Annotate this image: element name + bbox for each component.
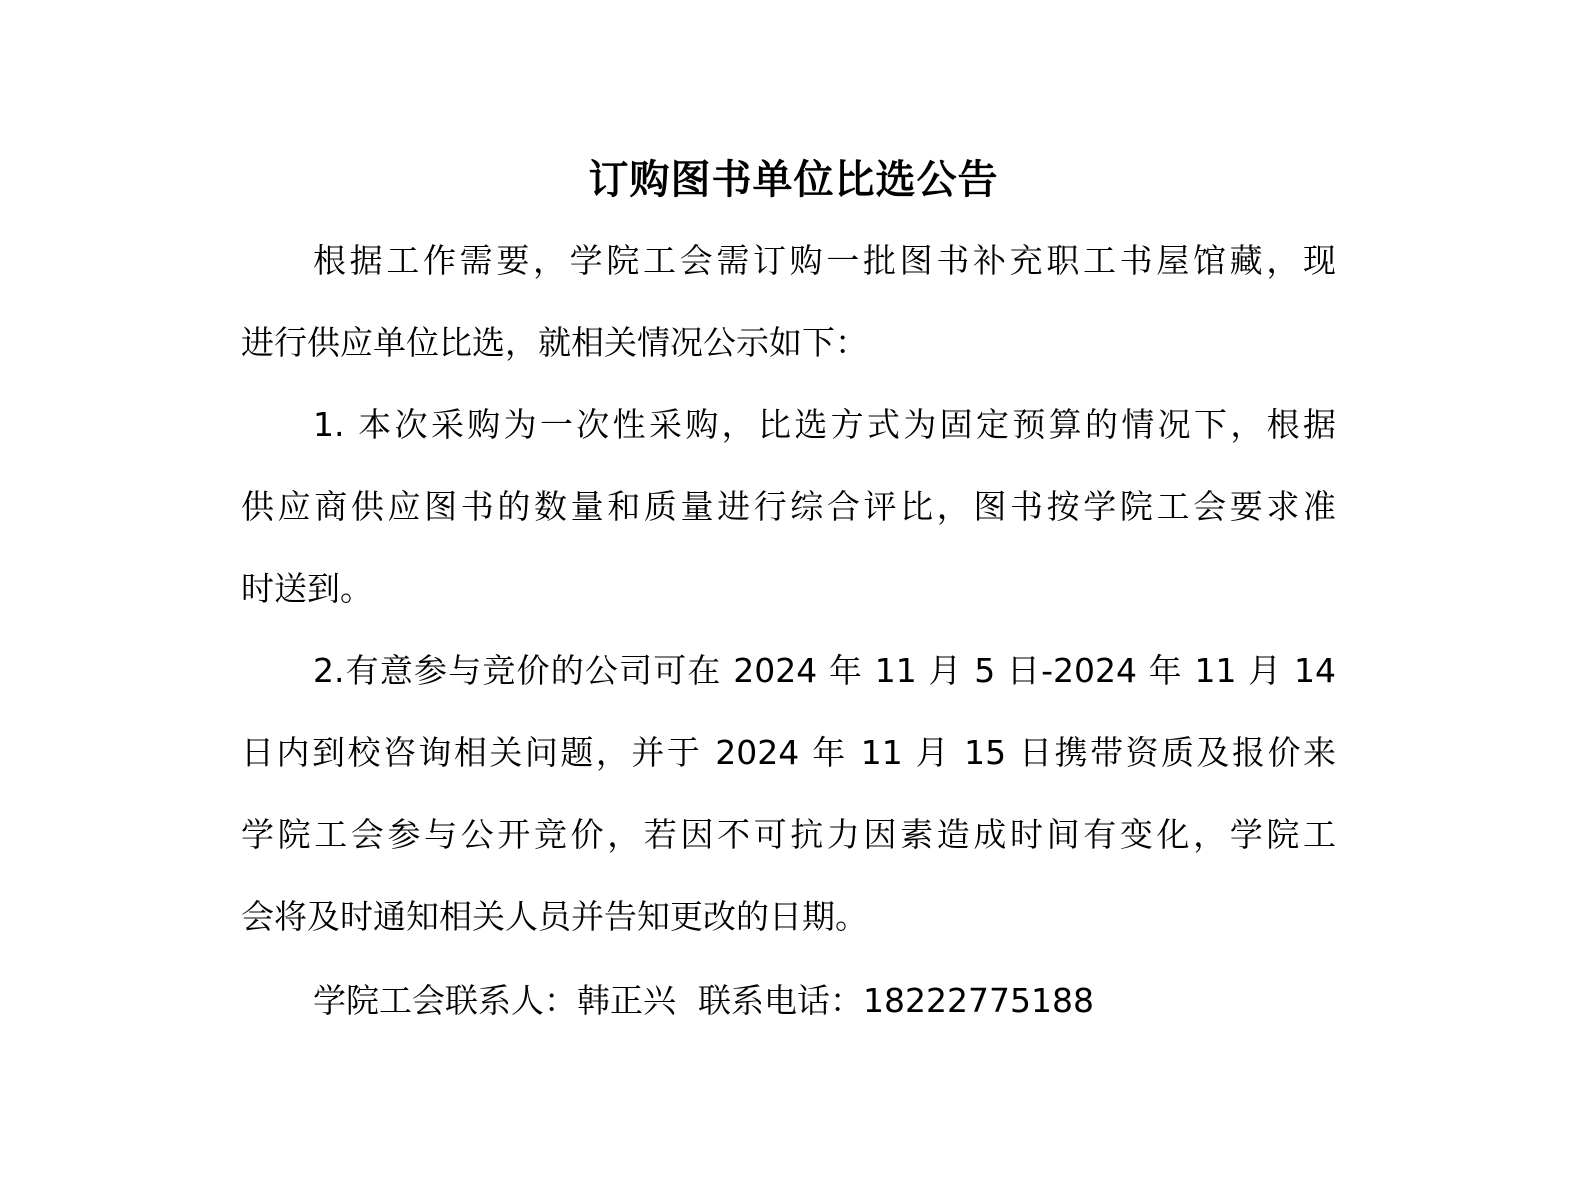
item2-line4: 会将及时通知相关人员并告知更改的日期。 bbox=[241, 897, 868, 936]
item1-line2: 供应商供应图书的数量和质量进行综合评比，图书按学院工会要求准 bbox=[241, 487, 1336, 526]
contact-person-label: 学院工会联系人： bbox=[313, 981, 577, 1020]
item1-line1: 1. 本次采购为一次性采购，比选方式为固定预算的情况下，根据 bbox=[313, 405, 1336, 444]
contact-phone-label: 联系电话： bbox=[698, 981, 863, 1020]
item2-line2: 日内到校咨询相关问题，并于 2024 年 11 月 15 日携带资质及报价来 bbox=[241, 733, 1336, 772]
paragraph1-line1: 根据工作需要，学院工会需订购一批图书补充职工书屋馆藏，现 bbox=[313, 241, 1336, 280]
paragraph1-line2: 进行供应单位比选，就相关情况公示如下： bbox=[241, 323, 868, 362]
contact-phone-number: 18222775188 bbox=[863, 981, 1094, 1020]
document-title: 订购图书单位比选公告 bbox=[588, 157, 999, 203]
item2-line3: 学院工会参与公开竞价，若因不可抗力因素造成时间有变化，学院工 bbox=[241, 815, 1336, 854]
contact-person-name: 韩正兴 bbox=[577, 981, 676, 1020]
item2-line1: 2.有意参与竞价的公司可在 2024 年 11 月 5 日-2024 年 11 月 14 bbox=[313, 651, 1336, 690]
item1-line3: 时送到。 bbox=[241, 569, 373, 608]
contact-line bbox=[313, 976, 1336, 1026]
